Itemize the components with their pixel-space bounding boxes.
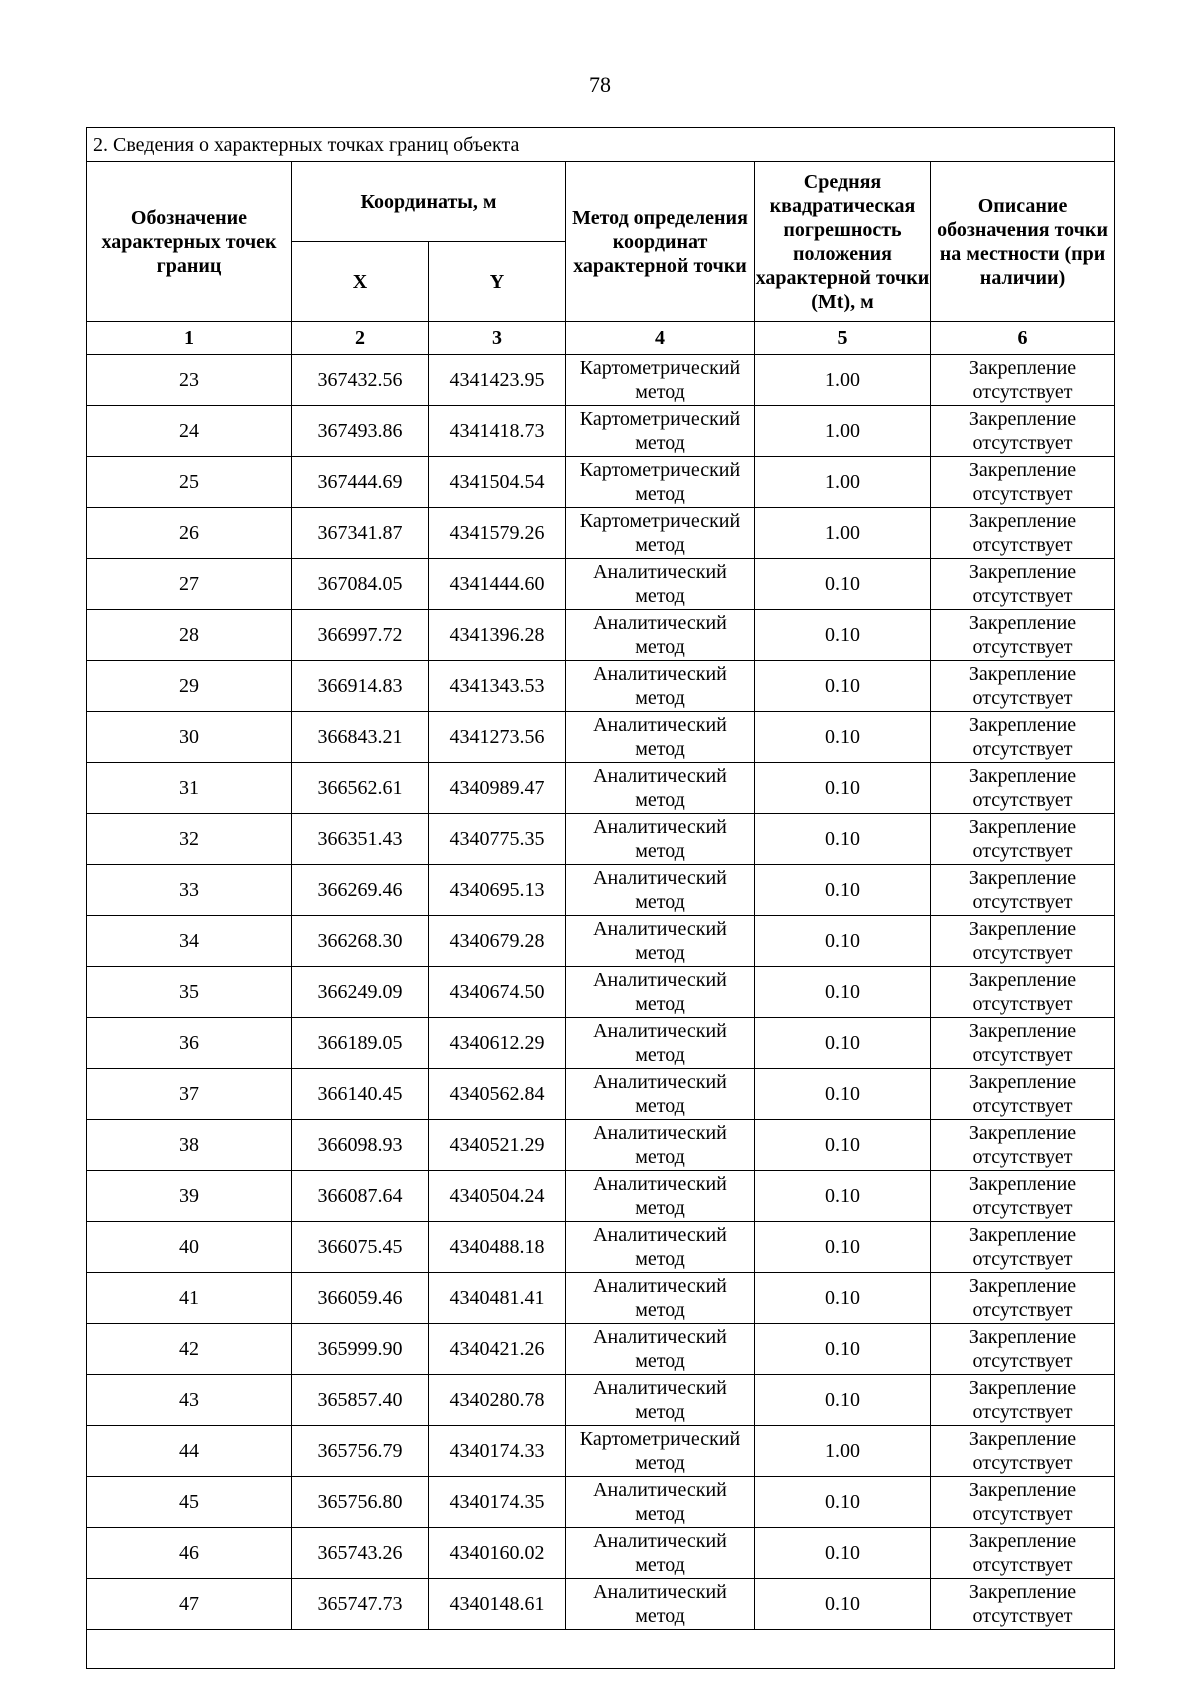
method-cell: Аналитический метод — [566, 1171, 755, 1222]
x-coordinate-cell: 365999.90 — [292, 1324, 429, 1375]
table-row — [87, 1528, 1115, 1579]
mt-cell: 1.00 — [755, 406, 931, 457]
x-coordinate-cell: 366914.83 — [292, 661, 429, 712]
method-cell: Картометрический метод — [566, 457, 755, 508]
point-id-cell: 37 — [87, 1069, 292, 1120]
x-coordinate-cell: 366075.45 — [292, 1222, 429, 1273]
mt-cell: 0.10 — [755, 1375, 931, 1426]
mt-cell: 1.00 — [755, 508, 931, 559]
point-id-cell: 25 — [87, 457, 292, 508]
column-number: 4 — [566, 322, 755, 355]
table-row — [87, 967, 1115, 1018]
mt-cell: 0.10 — [755, 1120, 931, 1171]
table-row — [87, 1069, 1115, 1120]
point-id-cell: 24 — [87, 406, 292, 457]
method-cell: Аналитический метод — [566, 712, 755, 763]
table-row — [87, 712, 1115, 763]
description-cell: Закрепление отсутствует — [931, 355, 1115, 406]
mt-cell: 0.10 — [755, 814, 931, 865]
x-coordinate-cell: 366189.05 — [292, 1018, 429, 1069]
x-coordinate-cell: 367444.69 — [292, 457, 429, 508]
table-row — [87, 661, 1115, 712]
method-cell: Аналитический метод — [566, 916, 755, 967]
x-coordinate-cell: 365756.80 — [292, 1477, 429, 1528]
x-coordinate-cell: 366059.46 — [292, 1273, 429, 1324]
mt-cell: 1.00 — [755, 457, 931, 508]
x-coordinate-cell: 366098.93 — [292, 1120, 429, 1171]
x-coordinate-cell: 367084.05 — [292, 559, 429, 610]
point-id-cell: 31 — [87, 763, 292, 814]
method-cell: Картометрический метод — [566, 406, 755, 457]
point-id-cell: 35 — [87, 967, 292, 1018]
column-number: 6 — [931, 322, 1115, 355]
mt-cell: 0.10 — [755, 610, 931, 661]
x-coordinate-cell: 366269.46 — [292, 865, 429, 916]
column-number: 5 — [755, 322, 931, 355]
header-coordinates: Координаты, м — [292, 162, 566, 242]
y-coordinate-cell: 4340481.41 — [429, 1273, 566, 1324]
point-id-cell: 27 — [87, 559, 292, 610]
y-coordinate-cell: 4340174.35 — [429, 1477, 566, 1528]
description-cell: Закрепление отсутствует — [931, 1324, 1115, 1375]
method-cell: Аналитический метод — [566, 865, 755, 916]
description-cell: Закрепление отсутствует — [931, 508, 1115, 559]
method-cell: Аналитический метод — [566, 967, 755, 1018]
header-description: Описание обозначения точки на местности (при наличии) — [931, 162, 1115, 322]
header-x: X — [292, 242, 429, 322]
description-cell: Закрепление отсутствует — [931, 406, 1115, 457]
description-cell: Закрепление отсутствует — [931, 1222, 1115, 1273]
mt-cell: 0.10 — [755, 661, 931, 712]
mt-cell: 0.10 — [755, 1069, 931, 1120]
method-cell: Аналитический метод — [566, 610, 755, 661]
description-cell: Закрепление отсутствует — [931, 1171, 1115, 1222]
description-cell: Закрепление отсутствует — [931, 1528, 1115, 1579]
method-cell: Аналитический метод — [566, 763, 755, 814]
mt-cell: 0.10 — [755, 1171, 931, 1222]
point-id-cell: 47 — [87, 1579, 292, 1630]
table-row — [87, 1273, 1115, 1324]
description-cell: Закрепление отсутствует — [931, 457, 1115, 508]
description-cell: Закрепление отсутствует — [931, 1477, 1115, 1528]
mt-cell: 0.10 — [755, 916, 931, 967]
y-coordinate-cell: 4340775.35 — [429, 814, 566, 865]
point-id-cell: 41 — [87, 1273, 292, 1324]
table-row — [87, 1375, 1115, 1426]
header-point-designation: Обозначение характерных точек границ — [87, 162, 292, 322]
table-row — [87, 1222, 1115, 1273]
y-coordinate-cell: 4341396.28 — [429, 610, 566, 661]
point-id-cell: 46 — [87, 1528, 292, 1579]
y-coordinate-cell: 4340148.61 — [429, 1579, 566, 1630]
description-cell: Закрепление отсутствует — [931, 763, 1115, 814]
x-coordinate-cell: 365857.40 — [292, 1375, 429, 1426]
description-cell: Закрепление отсутствует — [931, 967, 1115, 1018]
x-coordinate-cell: 365743.26 — [292, 1528, 429, 1579]
x-coordinate-cell: 366997.72 — [292, 610, 429, 661]
x-coordinate-cell: 367341.87 — [292, 508, 429, 559]
x-coordinate-cell: 366140.45 — [292, 1069, 429, 1120]
header-method: Метод определения координат характерной точки — [566, 162, 755, 322]
method-cell: Картометрический метод — [566, 508, 755, 559]
mt-cell: 0.10 — [755, 559, 931, 610]
point-id-cell: 39 — [87, 1171, 292, 1222]
method-cell: Аналитический метод — [566, 1528, 755, 1579]
method-cell: Аналитический метод — [566, 1273, 755, 1324]
y-coordinate-cell: 4340488.18 — [429, 1222, 566, 1273]
y-coordinate-cell: 4340674.50 — [429, 967, 566, 1018]
method-cell: Картометрический метод — [566, 1426, 755, 1477]
point-id-cell: 44 — [87, 1426, 292, 1477]
mt-cell: 0.10 — [755, 1528, 931, 1579]
column-number: 3 — [429, 322, 566, 355]
point-id-cell: 43 — [87, 1375, 292, 1426]
x-coordinate-cell: 367493.86 — [292, 406, 429, 457]
x-coordinate-cell: 366562.61 — [292, 763, 429, 814]
x-coordinate-cell: 366843.21 — [292, 712, 429, 763]
point-id-cell: 45 — [87, 1477, 292, 1528]
page-number: 78 — [589, 72, 611, 97]
method-cell: Аналитический метод — [566, 1222, 755, 1273]
description-cell: Закрепление отсутствует — [931, 712, 1115, 763]
y-coordinate-cell: 4340989.47 — [429, 763, 566, 814]
y-coordinate-cell: 4341423.95 — [429, 355, 566, 406]
point-id-cell: 30 — [87, 712, 292, 763]
y-coordinate-cell: 4341504.54 — [429, 457, 566, 508]
column-number: 2 — [292, 322, 429, 355]
table-row — [87, 814, 1115, 865]
mt-cell: 0.10 — [755, 1273, 931, 1324]
y-coordinate-cell: 4340504.24 — [429, 1171, 566, 1222]
point-id-cell: 36 — [87, 1018, 292, 1069]
method-cell: Аналитический метод — [566, 1579, 755, 1630]
description-cell: Закрепление отсутствует — [931, 559, 1115, 610]
table-row — [87, 763, 1115, 814]
table-row — [87, 355, 1115, 406]
point-id-cell: 28 — [87, 610, 292, 661]
y-coordinate-cell: 4340612.29 — [429, 1018, 566, 1069]
section-title: 2. Сведения о характерных точках границ объекта — [87, 128, 1115, 162]
mt-cell: 0.10 — [755, 1222, 931, 1273]
mt-cell: 0.10 — [755, 1324, 931, 1375]
y-coordinate-cell: 4340421.26 — [429, 1324, 566, 1375]
mt-cell: 0.10 — [755, 712, 931, 763]
header-y: Y — [429, 242, 566, 322]
description-cell: Закрепление отсутствует — [931, 610, 1115, 661]
method-cell: Аналитический метод — [566, 1018, 755, 1069]
description-cell: Закрепление отсутствует — [931, 1069, 1115, 1120]
table-row — [87, 1171, 1115, 1222]
y-coordinate-cell: 4340679.28 — [429, 916, 566, 967]
x-coordinate-cell: 367432.56 — [292, 355, 429, 406]
table-row — [87, 1018, 1115, 1069]
table-row — [87, 457, 1115, 508]
description-cell: Закрепление отсутствует — [931, 1120, 1115, 1171]
mt-cell: 0.10 — [755, 763, 931, 814]
description-cell: Закрепление отсутствует — [931, 661, 1115, 712]
y-coordinate-cell: 4341343.53 — [429, 661, 566, 712]
description-cell: Закрепление отсутствует — [931, 814, 1115, 865]
point-id-cell: 38 — [87, 1120, 292, 1171]
y-coordinate-cell: 4341273.56 — [429, 712, 566, 763]
point-id-cell: 42 — [87, 1324, 292, 1375]
column-number: 1 — [87, 322, 292, 355]
point-id-cell: 29 — [87, 661, 292, 712]
mt-cell: 0.10 — [755, 865, 931, 916]
table-row — [87, 916, 1115, 967]
point-id-cell: 34 — [87, 916, 292, 967]
x-coordinate-cell: 365747.73 — [292, 1579, 429, 1630]
table-row — [87, 1120, 1115, 1171]
empty-cell — [87, 1630, 1115, 1669]
x-coordinate-cell: 366268.30 — [292, 916, 429, 967]
header-mt: Средняя квадратическая погрешность положения характерной точки (Mt), м — [755, 162, 931, 322]
y-coordinate-cell: 4340695.13 — [429, 865, 566, 916]
description-cell: Закрепление отсутствует — [931, 1018, 1115, 1069]
mt-cell: 0.10 — [755, 967, 931, 1018]
description-cell: Закрепление отсутствует — [931, 865, 1115, 916]
y-coordinate-cell: 4340521.29 — [429, 1120, 566, 1171]
description-cell: Закрепление отсутствует — [931, 1426, 1115, 1477]
point-id-cell: 40 — [87, 1222, 292, 1273]
y-coordinate-cell: 4340174.33 — [429, 1426, 566, 1477]
point-id-cell: 26 — [87, 508, 292, 559]
method-cell: Картометрический метод — [566, 355, 755, 406]
x-coordinate-cell: 366087.64 — [292, 1171, 429, 1222]
description-cell: Закрепление отсутствует — [931, 1375, 1115, 1426]
y-coordinate-cell: 4341579.26 — [429, 508, 566, 559]
x-coordinate-cell: 366351.43 — [292, 814, 429, 865]
table-row — [87, 559, 1115, 610]
mt-cell: 1.00 — [755, 355, 931, 406]
table-row — [87, 1477, 1115, 1528]
point-id-cell: 32 — [87, 814, 292, 865]
table-row — [87, 1324, 1115, 1375]
method-cell: Аналитический метод — [566, 1069, 755, 1120]
table-row — [87, 610, 1115, 661]
y-coordinate-cell: 4340562.84 — [429, 1069, 566, 1120]
table-row — [87, 406, 1115, 457]
table-row — [87, 1426, 1115, 1477]
boundary-points-table — [86, 127, 1115, 1669]
description-cell: Закрепление отсутствует — [931, 916, 1115, 967]
method-cell: Аналитический метод — [566, 559, 755, 610]
mt-cell: 0.10 — [755, 1579, 931, 1630]
mt-cell: 1.00 — [755, 1426, 931, 1477]
x-coordinate-cell: 365756.79 — [292, 1426, 429, 1477]
point-id-cell: 33 — [87, 865, 292, 916]
method-cell: Аналитический метод — [566, 1375, 755, 1426]
point-id-cell: 23 — [87, 355, 292, 406]
empty-footer-row — [87, 1630, 1115, 1669]
table-row — [87, 1579, 1115, 1630]
y-coordinate-cell: 4341418.73 — [429, 406, 566, 457]
method-cell: Аналитический метод — [566, 1477, 755, 1528]
method-cell: Аналитический метод — [566, 661, 755, 712]
y-coordinate-cell: 4340160.02 — [429, 1528, 566, 1579]
method-cell: Аналитический метод — [566, 814, 755, 865]
column-numbers-row — [87, 322, 1115, 355]
mt-cell: 0.10 — [755, 1018, 931, 1069]
x-coordinate-cell: 366249.09 — [292, 967, 429, 1018]
description-cell: Закрепление отсутствует — [931, 1273, 1115, 1324]
y-coordinate-cell: 4340280.78 — [429, 1375, 566, 1426]
description-cell: Закрепление отсутствует — [931, 1579, 1115, 1630]
y-coordinate-cell: 4341444.60 — [429, 559, 566, 610]
method-cell: Аналитический метод — [566, 1120, 755, 1171]
table-row — [87, 865, 1115, 916]
mt-cell: 0.10 — [755, 1477, 931, 1528]
table-row — [87, 508, 1115, 559]
method-cell: Аналитический метод — [566, 1324, 755, 1375]
